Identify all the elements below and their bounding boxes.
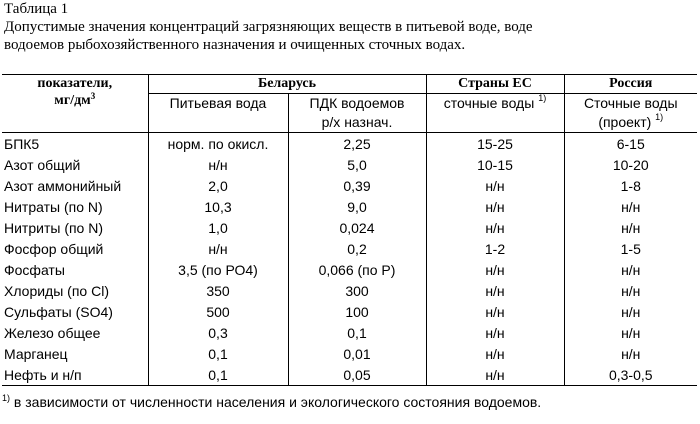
header-ru-sub-line1: Сточные воды xyxy=(583,95,678,111)
row-eu: н/н xyxy=(426,280,564,301)
row-eu: н/н xyxy=(426,217,564,238)
table-caption xyxy=(4,0,533,54)
row-name: БПК5 xyxy=(2,133,148,155)
row-pdk: 0,2 xyxy=(288,238,426,259)
header-eu-sub-text: сточные воды xyxy=(443,95,535,111)
row-eu: 1-2 xyxy=(426,238,564,259)
row-drinking: 350 xyxy=(148,280,288,301)
caption-line-2: водоемов рыбохозяйственного назначения и очищенных сточных водах. xyxy=(4,37,466,53)
row-pdk: 5,0 xyxy=(288,154,426,175)
row-pdk: 0,024 xyxy=(288,217,426,238)
row-drinking: 1,0 xyxy=(148,217,288,238)
header-drinking: Питьевая вода xyxy=(148,94,288,133)
table-row xyxy=(2,364,697,386)
header-row-top xyxy=(2,75,697,94)
row-eu: н/н xyxy=(426,364,564,386)
header-indicator-sup: 3 xyxy=(90,91,96,101)
table-row xyxy=(2,343,697,364)
footnote-text: в зависимости от численности населения и экологического состояния водоемов. xyxy=(10,394,542,410)
row-name: Нитриты (по N) xyxy=(4,219,104,236)
row-pdk: 100 xyxy=(288,301,426,322)
row-drinking: 10,3 xyxy=(148,196,288,217)
table-row xyxy=(2,217,697,238)
row-name: Азот общий xyxy=(4,156,81,173)
header-eu: Страны ЕС xyxy=(426,75,564,94)
row-russia: 6-15 xyxy=(564,133,697,155)
row-name: Фосфор общий xyxy=(4,240,104,257)
row-name: Азот аммонийный xyxy=(4,177,122,194)
row-pdk: 0,05 xyxy=(288,364,426,386)
footnote xyxy=(2,394,541,410)
row-eu: 15-25 xyxy=(426,133,564,155)
header-ru-sup: 1) xyxy=(655,112,664,122)
row-drinking: 3,5 (по РО4) xyxy=(148,259,288,280)
row-russia: н/н xyxy=(564,259,697,280)
row-eu: н/н xyxy=(426,322,564,343)
table-row xyxy=(2,301,697,322)
row-russia: н/н xyxy=(564,196,697,217)
header-indicator-line2: мг/дм xyxy=(54,93,91,108)
row-russia: н/н xyxy=(564,280,697,301)
row-russia: н/н xyxy=(564,343,697,364)
row-russia: 1-8 xyxy=(564,175,697,196)
row-drinking: 0,3 xyxy=(148,322,288,343)
row-eu: н/н xyxy=(426,259,564,280)
pollutant-table xyxy=(2,74,697,386)
table-row xyxy=(2,238,697,259)
table-label: Таблица 1 xyxy=(4,1,69,17)
table-row xyxy=(2,259,697,280)
row-russia: 1-5 xyxy=(564,238,697,259)
header-russia: Россия xyxy=(564,75,697,94)
row-name: Марганец xyxy=(4,345,68,362)
row-eu: н/н xyxy=(426,175,564,196)
row-drinking: норм. по окисл. xyxy=(148,133,288,155)
row-drinking: 2,0 xyxy=(148,175,288,196)
header-pdk-line1: ПДК водоемов xyxy=(309,95,405,111)
row-pdk: 9,0 xyxy=(288,196,426,217)
row-russia: н/н xyxy=(564,301,697,322)
table-row xyxy=(2,175,697,196)
row-name: Фосфаты xyxy=(4,261,65,278)
header-pdk xyxy=(288,94,426,133)
table-row xyxy=(2,154,697,175)
footnote-sup: 1) xyxy=(2,393,11,403)
row-pdk: 0,01 xyxy=(288,343,426,364)
row-pdk: 0,066 (по Р) xyxy=(288,259,426,280)
row-name: Железо общее xyxy=(4,324,101,341)
table-row xyxy=(2,280,697,301)
row-eu: н/н xyxy=(426,343,564,364)
header-eu-sub xyxy=(426,94,564,133)
row-drinking: 500 xyxy=(148,301,288,322)
row-name: Нитраты (по N) xyxy=(4,198,103,215)
row-drinking: 0,1 xyxy=(148,343,288,364)
row-drinking: 0,1 xyxy=(148,364,288,386)
row-pdk: 0,39 xyxy=(288,175,426,196)
header-indicator xyxy=(2,75,148,133)
row-eu: 10-15 xyxy=(426,154,564,175)
row-name: Хлориды (по Cl) xyxy=(4,282,109,299)
table-row xyxy=(2,133,697,155)
row-pdk: 300 xyxy=(288,280,426,301)
table-row xyxy=(2,196,697,217)
header-eu-sup: 1) xyxy=(538,93,547,103)
row-name: Сульфаты (SO4) xyxy=(4,303,113,320)
row-russia: 0,3-0,5 xyxy=(564,364,697,386)
caption-line-1: Допустимые значения концентраций загрязняющих веществ в питьевой воде, воде xyxy=(4,19,533,35)
row-russia: н/н xyxy=(564,322,697,343)
header-ru-sub-line2: (проект) xyxy=(598,114,652,130)
row-eu: н/н xyxy=(426,196,564,217)
row-drinking: н/н xyxy=(148,154,288,175)
table-body xyxy=(2,133,697,386)
header-ru-sub xyxy=(564,94,697,133)
table-row xyxy=(2,322,697,343)
row-name: Нефть и н/п xyxy=(2,364,148,386)
header-belarus: Беларусь xyxy=(148,75,426,94)
header-pdk-line2: р/х назнач. xyxy=(321,114,393,130)
row-pdk: 0,1 xyxy=(288,322,426,343)
row-russia: н/н xyxy=(564,217,697,238)
header-indicator-line1: показатели, xyxy=(37,76,113,91)
row-eu: н/н xyxy=(426,301,564,322)
row-drinking: н/н xyxy=(148,238,288,259)
row-pdk: 2,25 xyxy=(288,133,426,155)
row-russia: 10-20 xyxy=(564,154,697,175)
